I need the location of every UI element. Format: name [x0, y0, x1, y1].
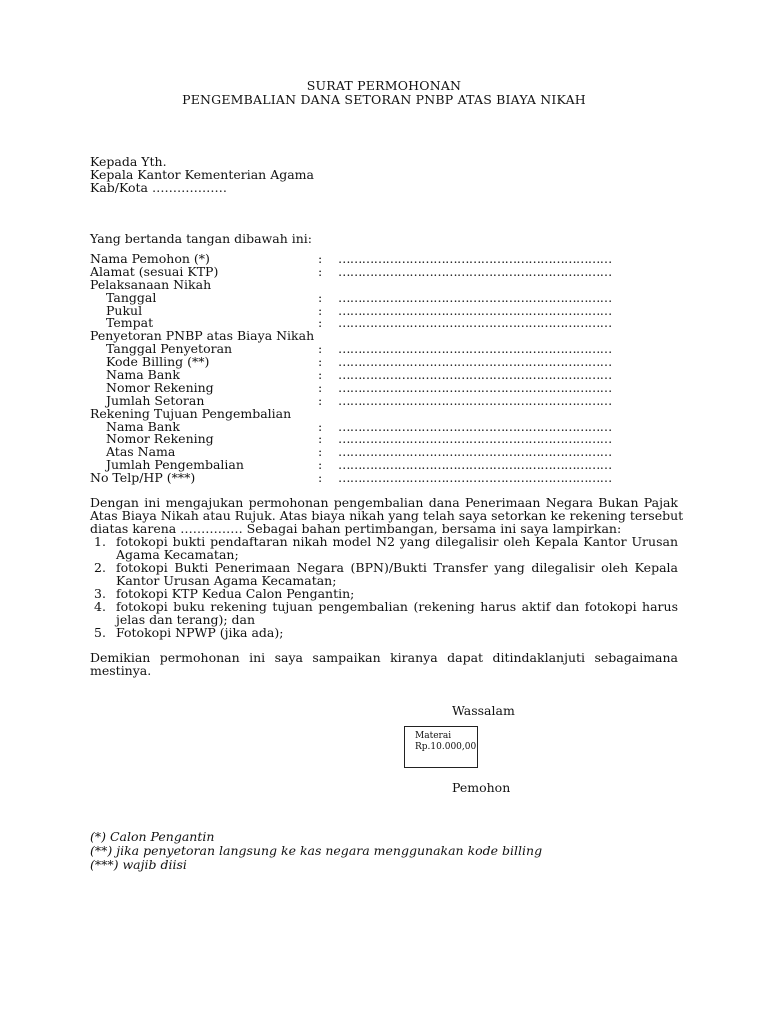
list-number: 5. — [94, 625, 106, 640]
footnote: (***) wajib diisi — [90, 857, 187, 872]
form-label: Jumlah Setoran — [106, 392, 205, 408]
intro-text — [90, 232, 312, 245]
form-label: Rekening Tujuan Pengembalian — [90, 405, 292, 421]
form-fill-line[interactable]: …………………………………………………………… — [338, 418, 612, 434]
form-colon: : — [318, 251, 323, 266]
form-row — [90, 368, 650, 381]
body-paragraph — [90, 495, 684, 536]
applicant-form — [90, 252, 650, 484]
form-label: Nama Bank — [106, 418, 180, 434]
form-fill-line[interactable]: …………………………………………………………… — [338, 289, 612, 305]
closing-line: Demikian permohonan ini saya sampaikan kiranya dapat ditindaklanjuti sebagaimana — [90, 650, 678, 665]
form-label: Nomor Rekening — [106, 379, 214, 395]
form-fill-line[interactable]: …………………………………………………………… — [338, 392, 612, 408]
form-colon: : — [318, 263, 323, 279]
form-row — [90, 252, 650, 265]
list-number: 4. — [94, 599, 106, 614]
stamp-duty-box — [404, 726, 478, 768]
paragraph-line: diatas karena …………… Sebagai bahan pertimbangan, bersama ini saya lampirkan: — [90, 521, 622, 536]
form-fill-line[interactable]: …………………………………………………………… — [338, 315, 612, 331]
form-label: Tanggal Penyetoran — [106, 341, 233, 357]
form-label: Pukul — [106, 302, 143, 318]
form-fill-line[interactable]: …………………………………………………………… — [338, 263, 612, 279]
list-item-text: fotokopi KTP Kedua Calon Pengantin; — [116, 586, 355, 601]
recipient-block — [90, 155, 314, 194]
form-colon: : — [318, 418, 323, 434]
form-label: Alamat (sesuai KTP) — [90, 263, 219, 279]
list-item — [90, 600, 678, 626]
form-fill-line[interactable]: …………………………………………………………… — [338, 251, 612, 266]
form-colon: : — [318, 444, 323, 460]
form-label: Tanggal — [106, 289, 157, 305]
form-label: Jumlah Pengembalian — [106, 457, 244, 473]
list-item-text: fotokopi bukti pendaftaran nikah model N2 yang dilegalisir oleh Kepala Kantor Urusan — [116, 534, 678, 549]
form-colon: : — [318, 392, 323, 408]
closing-paragraph — [90, 651, 678, 677]
form-row — [90, 291, 650, 304]
footnotes — [90, 830, 542, 872]
form-fill-line[interactable]: …………………………………………………………… — [338, 457, 612, 473]
form-colon: : — [318, 315, 323, 331]
form-row — [90, 381, 650, 394]
form-fill-line[interactable]: …………………………………………………………… — [338, 367, 612, 383]
list-item-text: fotokopi Bukti Penerimaan Negara (BPN)/Bukti Transfer yang dilegalisir oleh Kepala — [116, 560, 678, 575]
form-row — [90, 471, 650, 484]
form-colon: : — [318, 367, 323, 383]
form-label: Atas Nama — [106, 444, 176, 460]
form-colon: : — [318, 354, 323, 370]
form-colon: : — [318, 470, 323, 486]
form-label: Nama Bank — [106, 367, 180, 383]
list-item-text: fotokopi buku rekening tujuan pengembalian (rekening harus aktif dan fotokopi harus — [116, 599, 678, 614]
form-colon: : — [318, 457, 323, 473]
form-label: Penyetoran PNBP atas Biaya Nikah — [90, 328, 315, 344]
form-fill-line[interactable]: …………………………………………………………… — [338, 302, 612, 318]
list-item-text: jelas dan terang); dan — [116, 612, 256, 627]
footnote: (*) Calon Pengantin — [90, 829, 215, 844]
form-colon: : — [318, 341, 323, 357]
list-number: 2. — [94, 560, 106, 575]
list-item-text: Fotokopi NPWP (jika ada); — [116, 625, 284, 640]
letter-subtitle: PENGEMBALIAN DANA SETORAN PNBP ATAS BIAYA NIKAH — [182, 92, 586, 107]
form-label: No Telp/HP (***) — [90, 470, 196, 486]
form-label: Pelaksanaan Nikah — [90, 276, 212, 292]
form-colon: : — [318, 289, 323, 305]
list-item — [90, 626, 678, 639]
form-fill-line[interactable]: …………………………………………………………… — [338, 444, 612, 460]
form-colon: : — [318, 302, 323, 318]
letter-title: SURAT PERMOHONAN — [306, 78, 462, 93]
form-label: Tempat — [106, 315, 154, 331]
intro-line: Yang bertanda tangan dibawah ini: — [90, 231, 312, 246]
form-row — [90, 394, 650, 407]
form-fill-line[interactable]: …………………………………………………………… — [338, 470, 612, 486]
form-row — [90, 265, 650, 278]
list-number: 3. — [94, 586, 106, 601]
form-row — [90, 278, 650, 291]
list-item — [90, 535, 678, 561]
form-fill-line[interactable]: …………………………………………………………… — [338, 354, 612, 370]
recipient-office: Kepala Kantor Kementerian Agama — [90, 167, 314, 182]
paragraph-line: Dengan ini mengajukan permohonan pengembalian dana Penerimaan Negara Bukan Pajak — [90, 495, 678, 510]
list-item — [90, 561, 678, 587]
closing-line: mestinya. — [90, 663, 152, 678]
stamp-amount: Rp.10.000,00 — [415, 742, 477, 752]
footnote: (**) jika penyetoran langsung ke kas negara menggunakan kode billing — [90, 843, 543, 858]
list-number: 1. — [94, 534, 106, 549]
form-label: Kode Billing (**) — [106, 354, 210, 370]
form-colon: : — [318, 431, 323, 447]
signer-label: Pemohon — [452, 780, 511, 795]
form-label: Nomor Rekening — [106, 431, 214, 447]
list-item-text: Agama Kecamatan; — [116, 547, 239, 562]
list-item-text: Kantor Urusan Agama Kecamatan; — [116, 573, 337, 588]
form-colon: : — [318, 379, 323, 395]
form-fill-line[interactable]: …………………………………………………………… — [338, 341, 612, 357]
recipient-salutation: Kepada Yth. — [90, 154, 167, 169]
form-label: Nama Pemohon (*) — [90, 251, 210, 266]
stamp-label: Materai — [415, 731, 452, 741]
form-fill-line[interactable]: …………………………………………………………… — [338, 379, 612, 395]
form-fill-line[interactable]: …………………………………………………………… — [338, 431, 612, 447]
closing-greeting: Wassalam — [452, 703, 515, 718]
recipient-city: Kab/Kota ……………… — [90, 180, 227, 195]
attachments-list — [90, 535, 678, 639]
paragraph-line: Atas Biaya Nikah atau Rujuk. Atas biaya nikah yang telah saya setorkan ke rekening tersebut — [90, 508, 684, 523]
form-row — [90, 407, 650, 420]
